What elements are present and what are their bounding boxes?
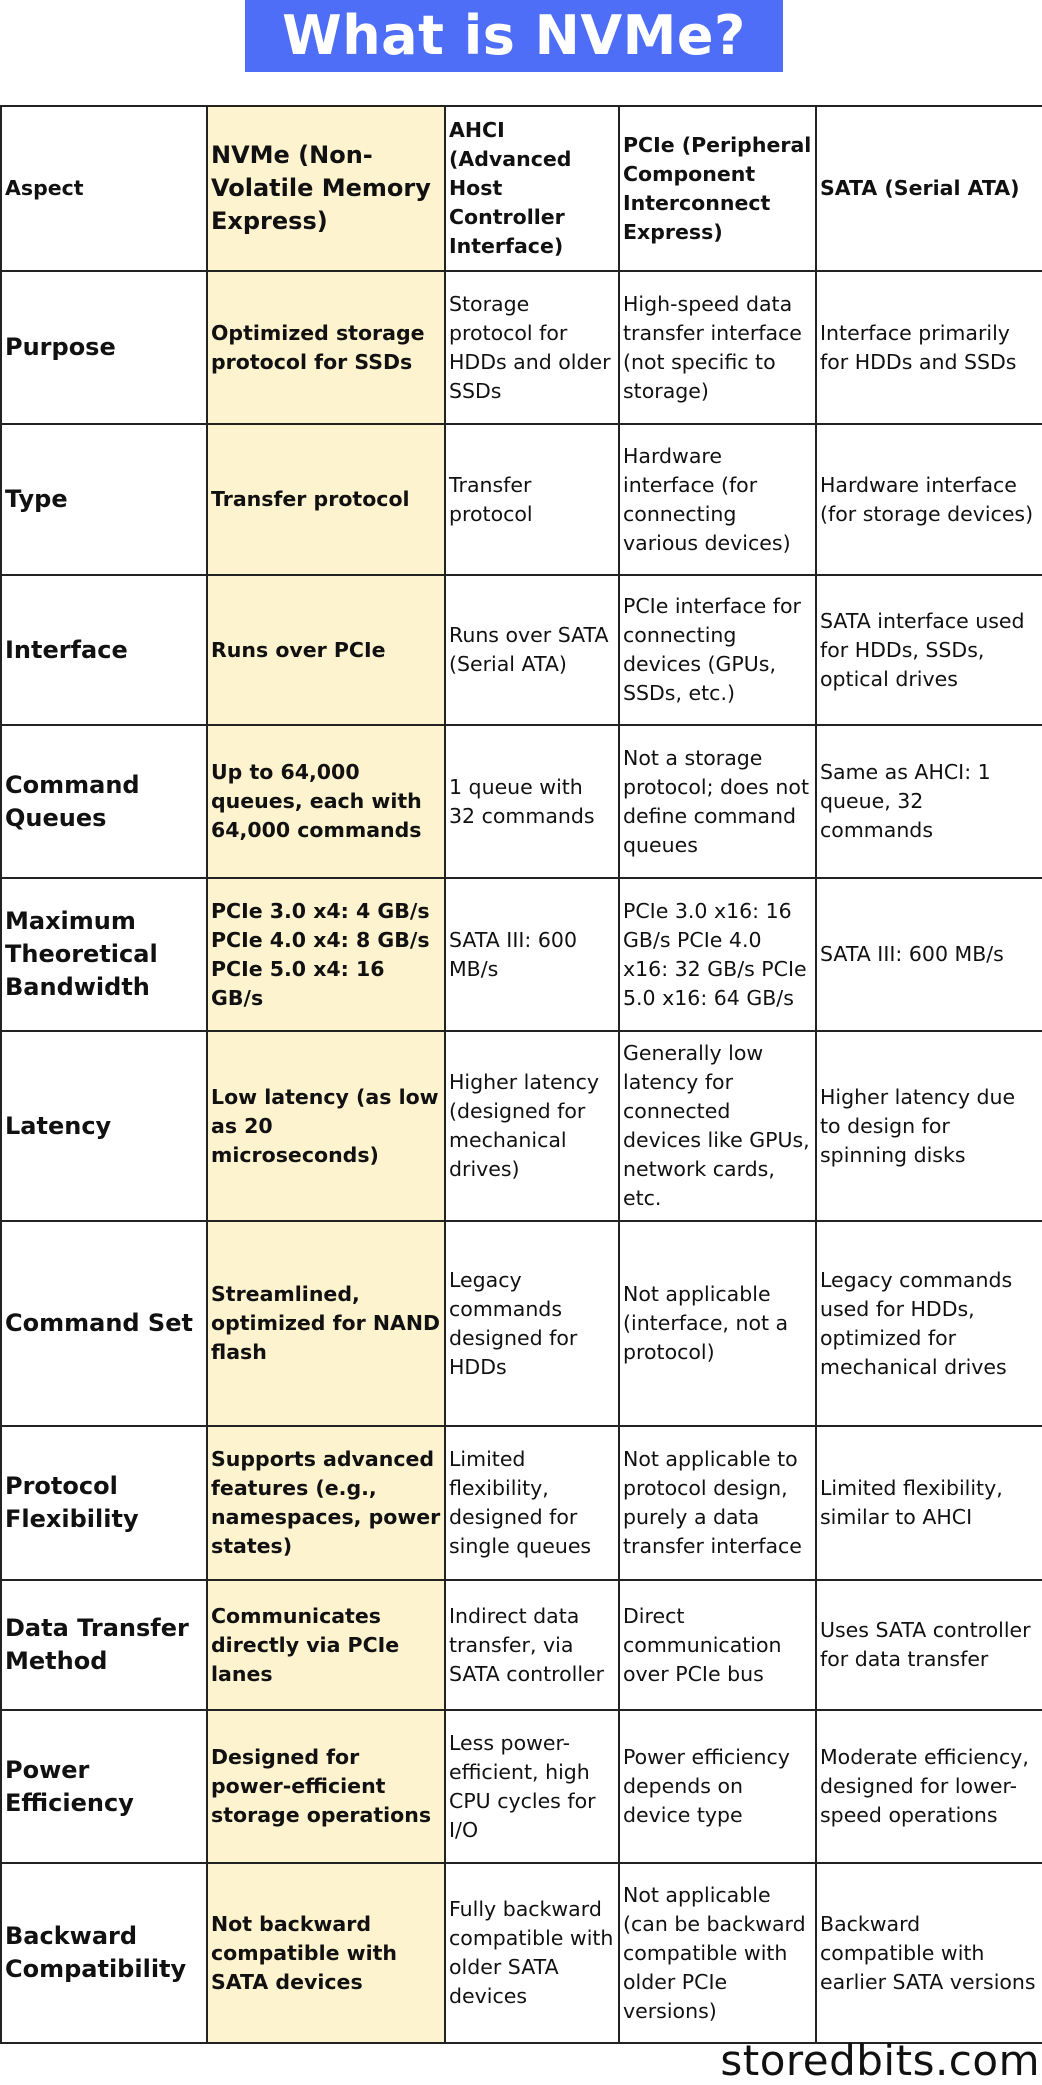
cell-ahci: Runs over SATA (Serial ATA) (445, 575, 619, 725)
cell-nvme: Designed for power-efficient storage operations (207, 1710, 445, 1863)
cell-aspect: Maximum Theoretical Bandwidth (1, 878, 207, 1031)
cell-sata: Interface primarily for HDDs and SSDs (816, 271, 1042, 424)
page-title: What is NVMe? (282, 4, 746, 67)
header-cell-sata: SATA (Serial ATA) (816, 106, 1042, 271)
cell-sata: SATA interface used for HDDs, SSDs, optical drives (816, 575, 1042, 725)
comparison-table (0, 105, 1042, 2044)
cell-pcie: Not applicable (can be backward compatible with older PCIe versions) (619, 1863, 816, 2043)
cell-aspect: Power Efficiency (1, 1710, 207, 1863)
cell-nvme: Communicates directly via PCIe lanes (207, 1580, 445, 1710)
cell-pcie: PCIe interface for connecting devices (GPUs, SSDs, etc.) (619, 575, 816, 725)
cell-sata: Limited flexibility, similar to AHCI (816, 1426, 1042, 1580)
cell-pcie: Hardware interface (for connecting various devices) (619, 424, 816, 575)
title-banner (245, 0, 783, 72)
cell-aspect: Backward Compatibility (1, 1863, 207, 2043)
cell-pcie: PCIe 3.0 x16: 16 GB/s PCIe 4.0 x16: 32 GB/s PCIe 5.0 x16: 64 GB/s (619, 878, 816, 1031)
cell-ahci: Indirect data transfer, via SATA controller (445, 1580, 619, 1710)
cell-pcie: Not applicable to protocol design, purely a data transfer interface (619, 1426, 816, 1580)
cell-ahci: Storage protocol for HDDs and older SSDs (445, 271, 619, 424)
cell-ahci: Higher latency (designed for mechanical drives) (445, 1031, 619, 1221)
cell-aspect: Command Set (1, 1221, 207, 1426)
cell-ahci: Legacy commands designed for HDDs (445, 1221, 619, 1426)
table-row (1, 1710, 1042, 1863)
cell-sata: Moderate efficiency, designed for lower-speed operations (816, 1710, 1042, 1863)
cell-nvme: Not backward compatible with SATA devices (207, 1863, 445, 2043)
cell-pcie: Power efficiency depends on device type (619, 1710, 816, 1863)
cell-sata: Higher latency due to design for spinning disks (816, 1031, 1042, 1221)
cell-nvme: Streamlined, optimized for NAND flash (207, 1221, 445, 1426)
watermark: storedbits.com (720, 2036, 1040, 2085)
cell-ahci: Limited flexibility, designed for single queues (445, 1426, 619, 1580)
cell-ahci: Fully backward compatible with older SATA devices (445, 1863, 619, 2043)
cell-ahci: SATA III: 600 MB/s (445, 878, 619, 1031)
header-cell-pcie: PCIe (Peripheral Component Interconnect Express) (619, 106, 816, 271)
cell-sata: SATA III: 600 MB/s (816, 878, 1042, 1031)
cell-nvme: Optimized storage protocol for SSDs (207, 271, 445, 424)
table-row (1, 1221, 1042, 1426)
cell-aspect: Type (1, 424, 207, 575)
cell-sata: Legacy commands used for HDDs, optimized for mechanical drives (816, 1221, 1042, 1426)
table-row (1, 271, 1042, 424)
cell-aspect: Command Queues (1, 725, 207, 878)
cell-nvme: Up to 64,000 queues, each with 64,000 commands (207, 725, 445, 878)
cell-ahci: Less power-efficient, high CPU cycles for I/O (445, 1710, 619, 1863)
cell-nvme: Runs over PCIe (207, 575, 445, 725)
cell-aspect: Purpose (1, 271, 207, 424)
header-cell-nvme: NVMe (Non-Volatile Memory Express) (207, 106, 445, 271)
cell-nvme: Low latency (as low as 20 microseconds) (207, 1031, 445, 1221)
cell-nvme: Transfer protocol (207, 424, 445, 575)
cell-pcie: Direct communication over PCIe bus (619, 1580, 816, 1710)
table-row (1, 878, 1042, 1031)
cell-nvme: Supports advanced features (e.g., namespaces, power states) (207, 1426, 445, 1580)
cell-sata: Same as AHCI: 1 queue, 32 commands (816, 725, 1042, 878)
table-row (1, 1580, 1042, 1710)
cell-pcie: Not applicable (interface, not a protocol) (619, 1221, 816, 1426)
cell-aspect: Protocol Flexibility (1, 1426, 207, 1580)
cell-aspect: Data Transfer Method (1, 1580, 207, 1710)
cell-ahci: Transfer protocol (445, 424, 619, 575)
cell-sata: Hardware interface (for storage devices) (816, 424, 1042, 575)
cell-pcie: High-speed data transfer interface (not specific to storage) (619, 271, 816, 424)
table-header-row (1, 106, 1042, 271)
header-cell-ahci: AHCI (Advanced Host Controller Interface) (445, 106, 619, 271)
cell-pcie: Generally low latency for connected devices like GPUs, network cards, etc. (619, 1031, 816, 1221)
cell-nvme: PCIe 3.0 x4: 4 GB/s PCIe 4.0 x4: 8 GB/s PCIe 5.0 x4: 16 GB/s (207, 878, 445, 1031)
table-row (1, 1863, 1042, 2043)
table-row (1, 1031, 1042, 1221)
table-row (1, 575, 1042, 725)
table-row (1, 424, 1042, 575)
cell-sata: Uses SATA controller for data transfer (816, 1580, 1042, 1710)
cell-aspect: Interface (1, 575, 207, 725)
table-row (1, 725, 1042, 878)
cell-sata: Backward compatible with earlier SATA versions (816, 1863, 1042, 2043)
cell-aspect: Latency (1, 1031, 207, 1221)
cell-pcie: Not a storage protocol; does not define command queues (619, 725, 816, 878)
cell-ahci: 1 queue with 32 commands (445, 725, 619, 878)
header-cell-aspect: Aspect (1, 106, 207, 271)
table-row (1, 1426, 1042, 1580)
